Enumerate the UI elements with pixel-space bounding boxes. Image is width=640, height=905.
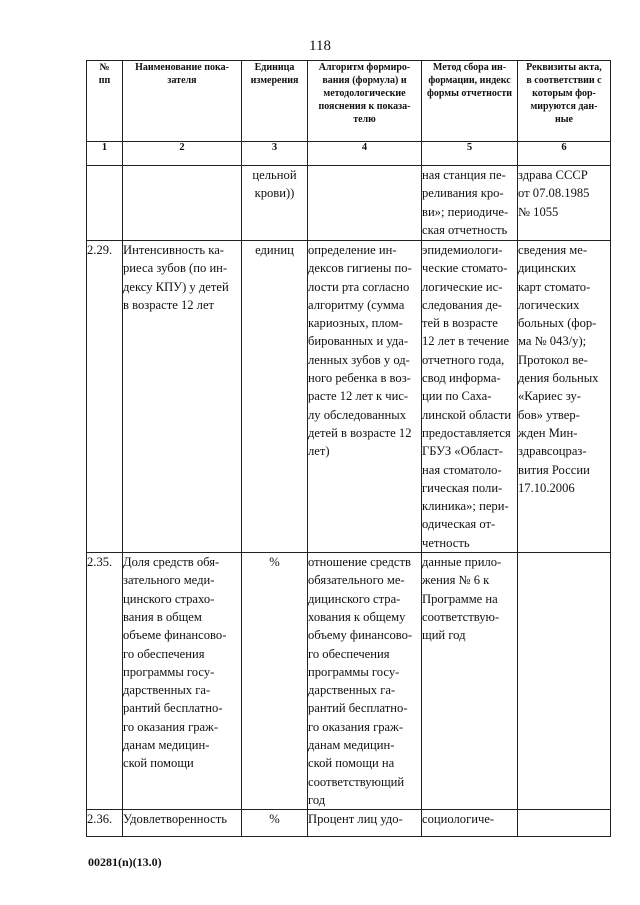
row-unit: цельной крови)) [242,166,308,241]
header-method: Метод сбора ин- формации, индекс формы отчетности [422,61,518,142]
row-algorithm: определение ин- дексов гигиены по- лости рта согласно алгоритму (сумма кариозных, плом- бированных и уда- ленных зубов у од- ного ребенка в воз- расте 12 лет к чис- лу обследованных детей в возрасте 12 лет) [308,241,422,553]
column-number: 3 [242,142,308,166]
indicators-table [86,60,611,837]
row-method: эпидемиологи- ческие стомато- логические ис- следования де- тей в возрасте 12 лет в течение отчетного года, свод информа- ции по Саха- линской области предоставляется ГБУЗ «Област- ная стоматоло- гическая поли- клиника»; пери- одическая от- четность [422,241,518,553]
column-number: 2 [123,142,242,166]
row-id: 2.35. [87,553,123,810]
row-requisites: сведения ме- дицинских карт стомато- логических больных (фор- ма № 043/у); Протокол ве- дения больных «Кариес зу- бов» утвер- жден Мин- здравсоцраз- вития России 17.10.2006 [518,241,611,553]
table-header-row [87,61,611,142]
row-requisites [518,810,611,837]
column-number: 5 [422,142,518,166]
document-footer-code: 00281(n)(13.0) [88,855,162,869]
column-number: 1 [87,142,123,166]
row-algorithm: отношение средств обязательного ме- дицинского стра- хования к общему объему финансово- го обеспечения программы госу- дарственных га- рантий бесплатно- го оказания граж- данам медицин- ской помощи на соответствующий год [308,553,422,810]
row-unit: % [242,553,308,810]
row-algorithm: Процент лиц удо- [308,810,422,837]
table-row [87,553,611,810]
row-unit: % [242,810,308,837]
row-indicator-name [123,166,242,241]
row-method: данные прило- жения № 6 к Программе на соответствую- щий год [422,553,518,810]
row-method: социологиче- [422,810,518,837]
row-unit: единиц [242,241,308,553]
page-number: 118 [309,38,331,54]
row-indicator-name: Интенсивность ка- риеса зубов (по ин- дексу КПУ) у детей в возрасте 12 лет [123,241,242,553]
column-number: 6 [518,142,611,166]
row-indicator-name: Удовлетворенность [123,810,242,837]
header-algorithm: Алгоритм формиро- вания (формула) и методологические пояснения к показа- телю [308,61,422,142]
row-id: 2.29. [87,241,123,553]
row-requisites [518,553,611,810]
header-unit: Единица измерения [242,61,308,142]
column-number-row [87,142,611,166]
column-number: 4 [308,142,422,166]
header-number: № пп [87,61,123,142]
header-requisites: Реквизиты акта, в соответствии с которым фор- мируются дан- ные [518,61,611,142]
table-row [87,810,611,837]
table-row [87,241,611,553]
row-requisites: здрава СССР от 07.08.1985 № 1055 [518,166,611,241]
row-id [87,166,123,241]
header-indicator-name: Наименование пока- зателя [123,61,242,142]
row-indicator-name: Доля средств обя- зательного меди- цинского страхо- вания в общем объеме финансово- го обеспечения программы госу- дарственных га- рантий бесплатно- го оказания граж- данам медицин- ской помощи [123,553,242,810]
row-method: ная станция пе- реливания кро- ви»; периодиче- ская отчетность [422,166,518,241]
table-row [87,166,611,241]
row-algorithm [308,166,422,241]
row-id: 2.36. [87,810,123,837]
